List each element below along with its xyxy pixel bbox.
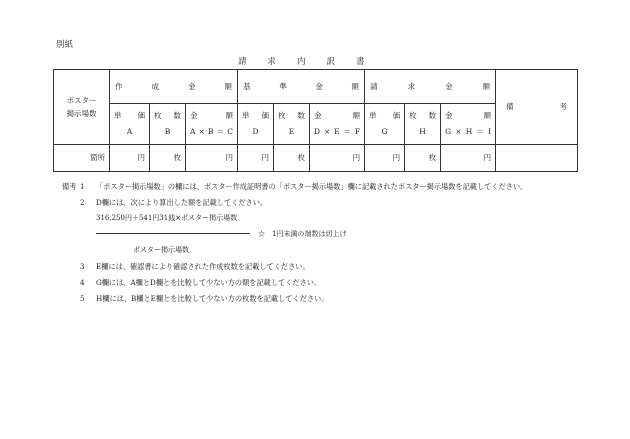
unit-price-g-header (365, 104, 405, 144)
amount-i-header (441, 104, 496, 144)
poster-count-header (54, 70, 110, 145)
claim-amount-header (365, 70, 496, 104)
column-code-a: A (126, 127, 133, 137)
claim-amount-char: 請 (370, 82, 378, 92)
fraction-bar (96, 233, 250, 234)
header-char: 額 (483, 111, 492, 121)
unit-label: 枚 (173, 153, 181, 163)
poster-count-header-line1: ポスター (66, 95, 97, 105)
unit-label: 円 (483, 153, 492, 163)
amount-f-header (310, 104, 365, 144)
claim-amount-char: 求 (407, 82, 416, 92)
note-text: D欄には、次により算出した額を記載してください。 (96, 198, 268, 207)
header-char: 価 (137, 111, 145, 121)
unit-label: 円 (225, 153, 234, 163)
header-char: 枚 (154, 111, 162, 121)
creation-amount-char: 金 (188, 82, 196, 92)
unit-label: 円 (137, 153, 145, 163)
notes-label: 備考 (62, 182, 77, 191)
formula-char: A (190, 127, 196, 137)
standard-amount-char: 額 (351, 82, 360, 92)
column-code-b: B (164, 127, 171, 137)
unit-price-a-header (110, 104, 150, 144)
header-char: 枚 (278, 111, 286, 121)
standard-amount-char: 準 (279, 82, 287, 92)
note-number: 3 (80, 262, 85, 271)
creation-amount-header (110, 70, 238, 104)
formula-char: × (323, 127, 331, 137)
claim-amount-char: 金 (445, 82, 453, 92)
column-code-e: E (288, 127, 295, 137)
note-number: 1 (80, 182, 85, 191)
header-char: 金 (190, 111, 198, 121)
unit-price-a-cell[interactable] (110, 144, 150, 171)
note-number: 4 (80, 278, 85, 287)
note-text: E欄には、確認書により確認された作成枚数を記載してください。 (96, 262, 310, 271)
formula-denominator: ポスター掲示場数 (133, 246, 189, 254)
unit-label: 円 (261, 153, 270, 163)
amount-i-cell[interactable] (441, 144, 496, 171)
note-number: 5 (80, 294, 85, 303)
header-char: 額 (225, 111, 234, 121)
header-char: 価 (392, 111, 401, 121)
formula-char: B (207, 127, 214, 137)
header-char: 単 (242, 111, 250, 121)
header-char: 金 (314, 111, 322, 121)
formula-char: D (314, 127, 321, 137)
formula-char: G (445, 127, 452, 137)
note-text: H欄には、B欄とE欄とを比較して少ない方の枚数を記載してください。 (96, 294, 329, 303)
page-title: 請求内訳書 (238, 57, 386, 67)
unit-label: 円 (352, 153, 361, 163)
formula-char: E (334, 127, 340, 137)
besshi-label: 別紙 (56, 40, 74, 50)
formula-char: × (455, 127, 462, 137)
header-char: 数 (428, 111, 437, 121)
header-char: 価 (261, 111, 270, 121)
unit-label: 枚 (428, 153, 437, 163)
amount-c-cell[interactable] (186, 144, 238, 171)
formula-numerator: 316,250円＋541円31銭×ポスター掲示場数 (96, 214, 238, 222)
amount-f-cell[interactable] (310, 144, 365, 171)
invoice-detail-table (53, 69, 578, 172)
poster-count-header-line2: 掲示場数 (66, 108, 97, 118)
count-h-header (405, 104, 441, 144)
count-h-cell[interactable] (405, 144, 441, 171)
header-char: 数 (173, 111, 181, 121)
note-text: 「ポスター掲示場数」の欄には、ポスター作成証明書の「ポスター掲示場数」欄に記載されたポスター掲示場数を記載してください。 (96, 182, 528, 191)
formula-char: I (488, 127, 492, 137)
rounding-note: ☆ 1円未満の端数は切上げ (258, 230, 347, 238)
poster-count-cell[interactable] (54, 144, 110, 171)
header-char: 枚 (409, 111, 417, 121)
count-b-cell[interactable] (150, 144, 186, 171)
count-e-cell[interactable] (274, 144, 310, 171)
unit-label: 枚 (297, 153, 306, 163)
column-code-g: G (381, 127, 388, 137)
unit-label: 箇所 (90, 153, 105, 163)
note-number: 2 (80, 198, 85, 207)
remarks-char: 備 (506, 102, 514, 112)
standard-amount-char: 金 (315, 82, 323, 92)
claim-amount-char: 額 (482, 82, 491, 92)
creation-amount-char: 額 (224, 82, 232, 92)
count-e-header (274, 104, 310, 144)
remarks-cell[interactable] (496, 144, 578, 171)
formula-char: ＝ (216, 127, 225, 137)
formula-char: × (198, 127, 205, 137)
formula-char: C (227, 127, 233, 137)
formula-char: H (465, 127, 473, 137)
standard-amount-header (238, 70, 365, 104)
note-text: G欄には、A欄とD欄とを比較して少ない方の額を記載してください。 (96, 278, 322, 287)
formula-char: F (354, 127, 361, 137)
unit-price-d-header (238, 104, 274, 144)
column-code-h: H (419, 127, 426, 137)
count-b-header (150, 104, 186, 144)
header-char: 単 (114, 111, 122, 121)
creation-amount-char: 成 (151, 82, 159, 92)
remarks-header (496, 70, 578, 145)
unit-label: 円 (392, 153, 401, 163)
column-code-d: D (252, 127, 259, 137)
unit-price-d-cell[interactable] (238, 144, 274, 171)
standard-amount-char: 基 (243, 82, 251, 92)
creation-amount-char: 作 (115, 82, 123, 92)
header-char: 金 (445, 111, 453, 121)
formula-char: ＝ (343, 127, 351, 137)
unit-price-g-cell[interactable] (365, 144, 405, 171)
header-char: 額 (352, 111, 361, 121)
amount-c-header (186, 104, 238, 144)
formula-char: ＝ (476, 127, 484, 137)
header-char: 単 (369, 111, 377, 121)
header-char: 数 (297, 111, 306, 121)
remarks-char: 考 (559, 102, 568, 112)
